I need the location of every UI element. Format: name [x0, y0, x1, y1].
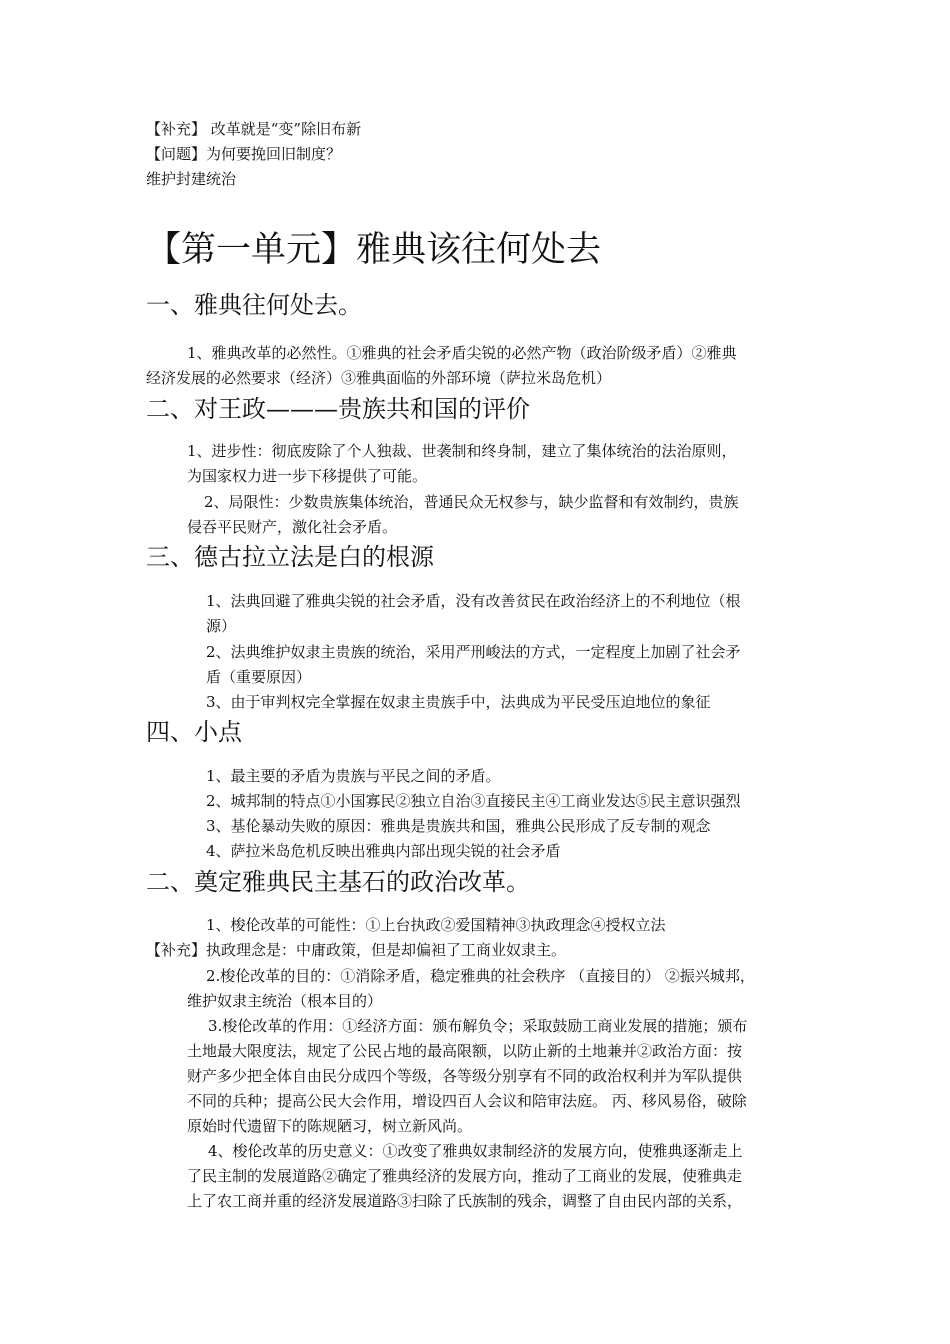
paragraph-line: 了民主制的发展道路②确定了雅典经济的发展方向，推动了工商业的发展，使雅典走 [187, 1167, 743, 1185]
section-heading-1: 一、雅典往何处去。 [146, 291, 362, 319]
paragraph-line: 1、雅典改革的必然性。①雅典的社会矛盾尖锐的必然产物（政治阶级矛盾）②雅典 [187, 344, 737, 362]
paragraph-line: 4、梭伦改革的历史意义：①改变了雅典奴隶制经济的发展方向，使雅典逐渐走上 [208, 1142, 743, 1160]
supplement-line: 【补充】 改革就是“变”除旧布新 [146, 120, 362, 138]
list-item: 3、基伦暴动失败的原因：雅典是贵族共和国，雅典公民形成了反专制的观念 [206, 817, 711, 835]
paragraph-line: 2.梭伦改革的目的：①消除矛盾，稳定雅典的社会秩序 （直接目的） ②振兴城邦， [206, 967, 755, 985]
unit-title: 【第一单元】雅典该往何处去 [146, 230, 602, 270]
paragraph-line: 2、法典维护奴隶主贵族的统治，采用严刑峻法的方式，一定程度上加剧了社会矛 [206, 643, 741, 661]
paragraph-line: 源） [206, 617, 237, 635]
paragraph-line: 经济发展的必然要求（经济）③雅典面临的外部环境（萨拉米岛危机） [146, 369, 612, 387]
list-item: 4、萨拉米岛危机反映出雅典内部出现尖锐的社会矛盾 [206, 842, 561, 860]
paragraph-line: 不同的兵种；提高公民大会作用，增设四百人会议和陪审法庭。 丙、移风易俗，破除 [187, 1092, 747, 1110]
list-item: 2、城邦制的特点①小国寡民②独立自治③直接民主④工商业发达⑤民主意识强烈 [206, 792, 741, 810]
paragraph-line: 财产多少把全体自由民分成四个等级，各等级分别享有不同的政治权利并为军队提供 [187, 1067, 743, 1085]
paragraph-line: 维护奴隶主统治（根本目的） [187, 992, 383, 1010]
paragraph-line: 2、局限性：少数贵族集体统治，普通民众无权参与，缺少监督和有效制约，贵族 [204, 493, 739, 511]
list-item: 1、最主要的矛盾为贵族与平民之间的矛盾。 [206, 767, 501, 785]
paragraph-line: 上了农工商并重的经济发展道路③扫除了氏族制的残余，调整了自由民内部的关系， [187, 1192, 743, 1210]
answer-line: 维护封建统治 [146, 170, 237, 188]
paragraph-line: 原始时代遗留下的陈规陋习，树立新风尚。 [187, 1117, 473, 1135]
section-heading-4: 四、小点 [146, 718, 242, 746]
supplement-line: 【补充】执政理念是：中庸政策，但是却偏袒了工商业奴隶主。 [146, 941, 567, 959]
paragraph-line: 1、进步性：彻底废除了个人独裁、世袭制和终身制，建立了集体统治的法治原则， [187, 442, 737, 460]
paragraph-line: 为国家权力进一步下移提供了可能。 [187, 467, 428, 485]
paragraph-line: 盾（重要原因） [206, 668, 312, 686]
paragraph-line: 侵吞平民财产，激化社会矛盾。 [187, 518, 398, 536]
paragraph-line: 3、由于审判权完全掌握在奴隶主贵族手中，法典成为平民受压迫地位的象征 [206, 693, 711, 711]
paragraph-line: 土地最大限度法，规定了公民占地的最高限额，以防止新的土地兼并②政治方面：按 [187, 1042, 743, 1060]
paragraph-line: 3.梭伦改革的作用：①经济方面：颁布解负令；采取鼓励工商业发展的措施；颁布 [208, 1017, 748, 1035]
paragraph-line: 1、梭伦改革的可能性：①上台执政②爱国精神③执政理念④授权立法 [206, 916, 666, 934]
section-heading-5: 二、奠定雅典民主基石的政治改革。 [146, 868, 530, 896]
paragraph-line: 1、法典回避了雅典尖锐的社会矛盾，没有改善贫民在政治经济上的不利地位（根 [206, 592, 741, 610]
section-heading-2: 二、对王政———贵族共和国的评价 [146, 395, 530, 423]
section-heading-3: 三、德古拉立法是白的根源 [146, 543, 434, 571]
question-line: 【问题】为何要挽回旧制度？ [146, 145, 342, 163]
